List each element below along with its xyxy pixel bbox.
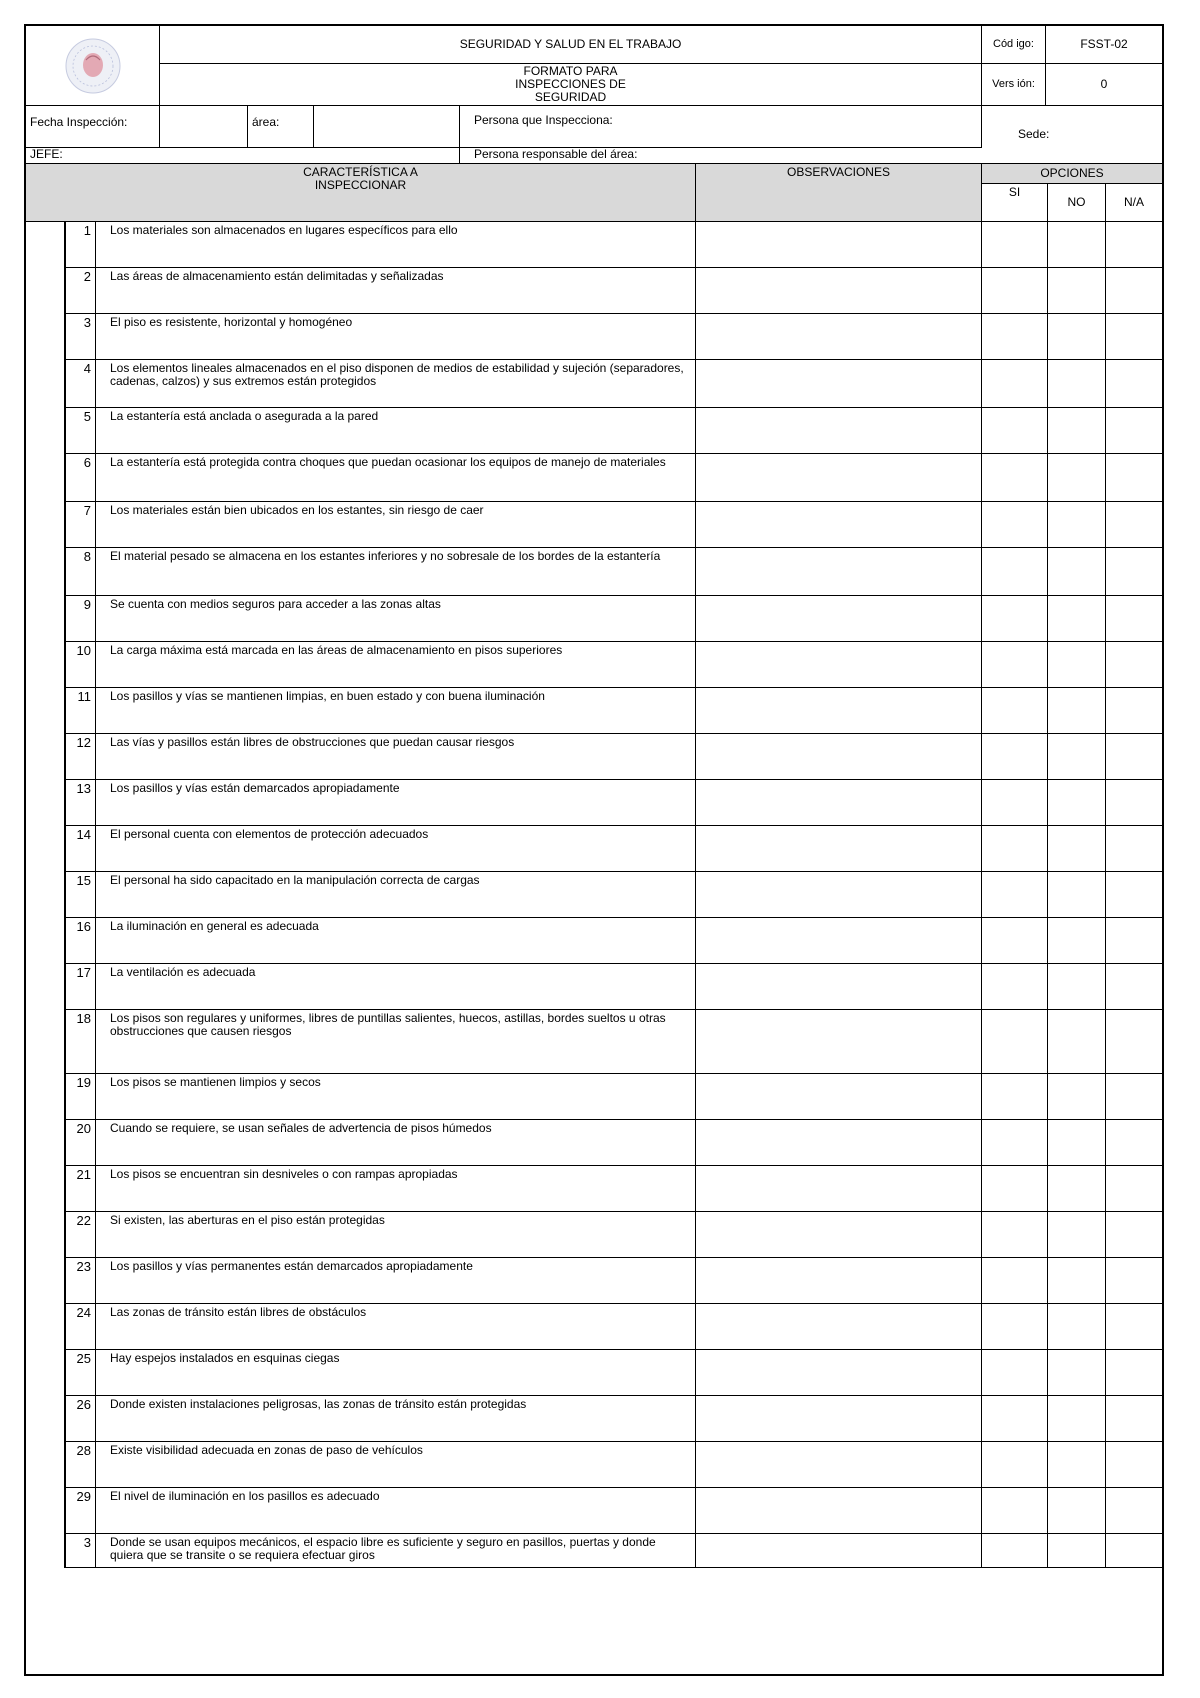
row-check-si[interactable]	[982, 314, 1048, 360]
row-check-no[interactable]	[1048, 642, 1106, 688]
row-observations[interactable]	[696, 1350, 982, 1396]
row-number: 17	[66, 964, 96, 1010]
row-number: 1	[66, 222, 96, 268]
area-label: área:	[248, 106, 314, 148]
table-row	[26, 1304, 1162, 1350]
row-observations[interactable]	[696, 314, 982, 360]
table-row	[26, 360, 1162, 408]
row-observations[interactable]	[696, 780, 982, 826]
row-number: 13	[66, 780, 96, 826]
info-row-2	[26, 148, 1162, 164]
row-characteristic: El piso es resistente, horizontal y homogéneo	[96, 314, 696, 360]
row-check-no[interactable]	[1048, 734, 1106, 780]
row-check-si[interactable]	[982, 1010, 1048, 1074]
row-observations[interactable]	[696, 642, 982, 688]
table-row	[26, 1074, 1162, 1120]
opt-si: SI	[982, 184, 1048, 222]
table-row	[26, 1010, 1162, 1074]
row-check-no[interactable]	[1048, 918, 1106, 964]
row-margin	[26, 964, 66, 1010]
row-characteristic: Los materiales están bien ubicados en los estantes, sin riesgo de caer	[96, 502, 696, 548]
row-characteristic: Cuando se requiere, se usan señales de advertencia de pisos húmedos	[96, 1120, 696, 1166]
row-characteristic: Los pasillos y vías permanentes están demarcados apropiadamente	[96, 1258, 696, 1304]
row-check-na[interactable]	[1106, 1396, 1162, 1442]
row-margin	[26, 688, 66, 734]
row-check-no[interactable]	[1048, 1304, 1106, 1350]
row-characteristic: Existe visibilidad adecuada en zonas de paso de vehículos	[96, 1442, 696, 1488]
row-check-si[interactable]	[982, 872, 1048, 918]
row-margin	[26, 1442, 66, 1488]
row-characteristic: El nivel de iluminación en los pasillos es adecuado	[96, 1488, 696, 1534]
row-margin	[26, 548, 66, 596]
row-check-si[interactable]	[982, 268, 1048, 314]
row-check-na[interactable]	[1106, 222, 1162, 268]
row-margin	[26, 1534, 66, 1568]
col-characteristic: CARACTERÍSTICA A INSPECCIONAR	[26, 164, 696, 222]
row-check-na[interactable]	[1106, 964, 1162, 1010]
row-check-no[interactable]	[1048, 1442, 1106, 1488]
boss-label: JEFE:	[26, 148, 460, 164]
row-check-no[interactable]	[1048, 454, 1106, 502]
row-check-si[interactable]	[982, 826, 1048, 872]
row-check-na[interactable]	[1106, 918, 1162, 964]
form-title: SEGURIDAD Y SALUD EN EL TRABAJO	[160, 26, 982, 64]
row-observations[interactable]	[696, 1488, 982, 1534]
row-observations[interactable]	[696, 1442, 982, 1488]
row-observations[interactable]	[696, 734, 982, 780]
row-observations[interactable]	[696, 548, 982, 596]
row-characteristic: Los pisos se mantienen limpios y secos	[96, 1074, 696, 1120]
row-check-si[interactable]	[982, 688, 1048, 734]
row-number: 26	[66, 1396, 96, 1442]
row-margin	[26, 918, 66, 964]
row-check-no[interactable]	[1048, 408, 1106, 454]
row-check-si[interactable]	[982, 734, 1048, 780]
row-check-si[interactable]	[982, 596, 1048, 642]
table-row	[26, 1488, 1162, 1534]
row-check-no[interactable]	[1048, 268, 1106, 314]
row-observations[interactable]	[696, 268, 982, 314]
row-number: 23	[66, 1258, 96, 1304]
table-row	[26, 408, 1162, 454]
row-number: 12	[66, 734, 96, 780]
row-check-no[interactable]	[1048, 222, 1106, 268]
table-row	[26, 1396, 1162, 1442]
site-label: Sede:	[982, 106, 1162, 164]
row-margin	[26, 1304, 66, 1350]
row-number: 6	[66, 454, 96, 502]
row-check-na[interactable]	[1106, 642, 1162, 688]
row-observations[interactable]	[696, 222, 982, 268]
table-row	[26, 642, 1162, 688]
row-check-na[interactable]	[1106, 1534, 1162, 1568]
row-check-si[interactable]	[982, 548, 1048, 596]
row-number: 5	[66, 408, 96, 454]
row-characteristic: La iluminación en general es adecuada	[96, 918, 696, 964]
row-margin	[26, 734, 66, 780]
row-check-na[interactable]	[1106, 1074, 1162, 1120]
row-characteristic: Se cuenta con medios seguros para acceder a las zonas altas	[96, 596, 696, 642]
row-check-si[interactable]	[982, 1442, 1048, 1488]
table-row	[26, 454, 1162, 502]
row-check-na[interactable]	[1106, 314, 1162, 360]
row-number: 10	[66, 642, 96, 688]
col-observations: OBSERVACIONES	[696, 164, 982, 222]
row-check-si[interactable]	[982, 222, 1048, 268]
table-row	[26, 734, 1162, 780]
row-check-no[interactable]	[1048, 1258, 1106, 1304]
row-check-si[interactable]	[982, 964, 1048, 1010]
version-value: 0	[1046, 64, 1162, 106]
row-margin	[26, 1212, 66, 1258]
row-observations[interactable]	[696, 1120, 982, 1166]
row-check-no[interactable]	[1048, 1488, 1106, 1534]
row-number: 29	[66, 1488, 96, 1534]
date-label: Fecha Inspección:	[26, 106, 160, 148]
table-row	[26, 1166, 1162, 1212]
row-characteristic: Las zonas de tránsito están libres de obstáculos	[96, 1304, 696, 1350]
table-row	[26, 502, 1162, 548]
info-row-1	[26, 106, 1162, 148]
row-number: 3	[66, 314, 96, 360]
inspection-form	[24, 24, 1164, 1676]
row-check-no[interactable]	[1048, 1120, 1106, 1166]
row-check-na[interactable]	[1106, 1304, 1162, 1350]
row-observations[interactable]	[696, 360, 982, 408]
row-characteristic: Los pasillos y vías están demarcados apropiadamente	[96, 780, 696, 826]
row-characteristic: Las vías y pasillos están libres de obstrucciones que puedan causar riesgos	[96, 734, 696, 780]
row-margin	[26, 642, 66, 688]
row-observations[interactable]	[696, 1258, 982, 1304]
row-number: 28	[66, 1442, 96, 1488]
row-check-no[interactable]	[1048, 1166, 1106, 1212]
row-characteristic: El personal ha sido capacitado en la manipulación correcta de cargas	[96, 872, 696, 918]
row-check-no[interactable]	[1048, 1350, 1106, 1396]
table-row	[26, 918, 1162, 964]
row-check-si[interactable]	[982, 642, 1048, 688]
table-row	[26, 1442, 1162, 1488]
row-observations[interactable]	[696, 1304, 982, 1350]
row-check-na[interactable]	[1106, 408, 1162, 454]
row-check-no[interactable]	[1048, 688, 1106, 734]
row-observations[interactable]	[696, 502, 982, 548]
row-check-na[interactable]	[1106, 360, 1162, 408]
row-check-na[interactable]	[1106, 502, 1162, 548]
row-margin	[26, 268, 66, 314]
row-characteristic: Donde existen instalaciones peligrosas, las zonas de tránsito están protegidas	[96, 1396, 696, 1442]
row-check-no[interactable]	[1048, 1396, 1106, 1442]
row-characteristic: La estantería está protegida contra choques que puedan ocasionar los equipos de manejo de materiales	[96, 454, 696, 502]
inspector-label: Persona que Inspecciona:	[460, 106, 982, 148]
row-check-no[interactable]	[1048, 314, 1106, 360]
row-check-no[interactable]	[1048, 1212, 1106, 1258]
row-observations[interactable]	[696, 918, 982, 964]
row-margin	[26, 1010, 66, 1074]
row-number: 8	[66, 548, 96, 596]
row-check-na[interactable]	[1106, 872, 1162, 918]
row-characteristic: Los materiales son almacenados en lugares específicos para ello	[96, 222, 696, 268]
row-margin	[26, 314, 66, 360]
code-label: Cód igo:	[982, 26, 1046, 64]
row-characteristic: Las áreas de almacenamiento están delimitadas y señalizadas	[96, 268, 696, 314]
row-check-na[interactable]	[1106, 1010, 1162, 1074]
row-margin	[26, 1258, 66, 1304]
table-row	[26, 964, 1162, 1010]
opt-na: N/A	[1106, 184, 1162, 222]
row-check-si[interactable]	[982, 1534, 1048, 1568]
row-observations[interactable]	[696, 1010, 982, 1074]
row-observations[interactable]	[696, 688, 982, 734]
row-observations[interactable]	[696, 826, 982, 872]
row-check-na[interactable]	[1106, 734, 1162, 780]
row-check-si[interactable]	[982, 1166, 1048, 1212]
row-check-no[interactable]	[1048, 1534, 1106, 1568]
row-margin	[26, 222, 66, 268]
row-check-no[interactable]	[1048, 826, 1106, 872]
table-row	[26, 596, 1162, 642]
row-number: 20	[66, 1120, 96, 1166]
table-row	[26, 872, 1162, 918]
row-characteristic: El material pesado se almacena en los estantes inferiores y no sobresale de los bordes de la estantería	[96, 548, 696, 596]
row-check-na[interactable]	[1106, 1488, 1162, 1534]
row-margin	[26, 502, 66, 548]
row-margin	[26, 1074, 66, 1120]
opt-no: NO	[1048, 184, 1106, 222]
row-margin	[26, 1350, 66, 1396]
row-check-si[interactable]	[982, 780, 1048, 826]
row-observations[interactable]	[696, 596, 982, 642]
row-check-na[interactable]	[1106, 826, 1162, 872]
row-check-si[interactable]	[982, 408, 1048, 454]
row-check-si[interactable]	[982, 1350, 1048, 1396]
table-header	[26, 164, 1162, 222]
row-check-si[interactable]	[982, 1212, 1048, 1258]
row-check-no[interactable]	[1048, 1074, 1106, 1120]
table-row	[26, 688, 1162, 734]
row-margin	[26, 408, 66, 454]
options-title: OPCIONES	[982, 164, 1162, 184]
row-number: 22	[66, 1212, 96, 1258]
table-row	[26, 548, 1162, 596]
row-characteristic: La ventilación es adecuada	[96, 964, 696, 1010]
row-characteristic: La estantería está anclada o asegurada a la pared	[96, 408, 696, 454]
row-number: 7	[66, 502, 96, 548]
row-number: 19	[66, 1074, 96, 1120]
row-characteristic: Los pisos se encuentran sin desniveles o con rampas apropiadas	[96, 1166, 696, 1212]
row-check-si[interactable]	[982, 1074, 1048, 1120]
row-observations[interactable]	[696, 964, 982, 1010]
col-options	[982, 164, 1162, 222]
row-margin	[26, 872, 66, 918]
row-observations[interactable]	[696, 1534, 982, 1568]
table-row	[26, 268, 1162, 314]
row-check-si[interactable]	[982, 454, 1048, 502]
row-margin	[26, 1120, 66, 1166]
row-characteristic: Los elementos lineales almacenados en el piso disponen de medios de estabilidad y sujeción (separadores, cadenas, calzos) y sus extremos están protegidos	[96, 360, 696, 408]
row-margin	[26, 826, 66, 872]
row-check-no[interactable]	[1048, 360, 1106, 408]
row-margin	[26, 454, 66, 502]
row-check-si[interactable]	[982, 1258, 1048, 1304]
table-row	[26, 1120, 1162, 1166]
row-number: 14	[66, 826, 96, 872]
header-row-2	[26, 64, 1162, 106]
row-check-na[interactable]	[1106, 1258, 1162, 1304]
row-check-si[interactable]	[982, 360, 1048, 408]
form-subtitle: FORMATO PARA INSPECCIONES DE SEGURIDAD	[160, 64, 982, 106]
row-characteristic: Donde se usan equipos mecánicos, el espacio libre es suficiente y seguro en pasillos, puertas y donde quiera que se transite o se requiera efectuar giros	[96, 1534, 696, 1568]
row-check-no[interactable]	[1048, 1010, 1106, 1074]
row-number: 3	[66, 1534, 96, 1568]
row-check-no[interactable]	[1048, 596, 1106, 642]
table-row	[26, 826, 1162, 872]
row-number: 4	[66, 360, 96, 408]
row-observations[interactable]	[696, 1396, 982, 1442]
row-observations[interactable]	[696, 1166, 982, 1212]
row-number: 11	[66, 688, 96, 734]
table-row	[26, 780, 1162, 826]
row-observations[interactable]	[696, 1212, 982, 1258]
row-number: 24	[66, 1304, 96, 1350]
row-margin	[26, 360, 66, 408]
row-number: 15	[66, 872, 96, 918]
row-check-no[interactable]	[1048, 964, 1106, 1010]
row-number: 9	[66, 596, 96, 642]
row-observations[interactable]	[696, 454, 982, 502]
row-check-si[interactable]	[982, 1120, 1048, 1166]
row-number: 21	[66, 1166, 96, 1212]
row-check-na[interactable]	[1106, 454, 1162, 502]
row-characteristic: La carga máxima está marcada en las áreas de almacenamiento en pisos superiores	[96, 642, 696, 688]
row-check-no[interactable]	[1048, 548, 1106, 596]
row-check-na[interactable]	[1106, 596, 1162, 642]
row-check-si[interactable]	[982, 502, 1048, 548]
row-check-na[interactable]	[1106, 1442, 1162, 1488]
table-row	[26, 1212, 1162, 1258]
row-characteristic: El personal cuenta con elementos de protección adecuados	[96, 826, 696, 872]
row-number: 25	[66, 1350, 96, 1396]
row-observations[interactable]	[696, 408, 982, 454]
row-check-no[interactable]	[1048, 502, 1106, 548]
row-number: 18	[66, 1010, 96, 1074]
responsible-label: Persona responsable del área:	[460, 148, 982, 164]
row-observations[interactable]	[696, 1074, 982, 1120]
row-check-si[interactable]	[982, 1488, 1048, 1534]
area-field[interactable]	[314, 106, 460, 148]
row-characteristic: Hay espejos instalados en esquinas ciegas	[96, 1350, 696, 1396]
row-number: 2	[66, 268, 96, 314]
row-check-si[interactable]	[982, 1304, 1048, 1350]
row-check-na[interactable]	[1106, 1212, 1162, 1258]
row-check-na[interactable]	[1106, 780, 1162, 826]
table-row	[26, 1534, 1162, 1568]
date-field[interactable]	[160, 106, 248, 148]
header-row-1	[26, 26, 1162, 64]
row-check-no[interactable]	[1048, 872, 1106, 918]
row-check-na[interactable]	[1106, 1350, 1162, 1396]
row-number: 16	[66, 918, 96, 964]
table-row	[26, 1350, 1162, 1396]
table-row	[26, 314, 1162, 360]
version-label: Vers ión:	[982, 64, 1046, 106]
table-row	[26, 1258, 1162, 1304]
row-check-si[interactable]	[982, 918, 1048, 964]
row-margin	[26, 596, 66, 642]
row-check-na[interactable]	[1106, 1166, 1162, 1212]
row-margin	[26, 1166, 66, 1212]
row-check-na[interactable]	[1106, 548, 1162, 596]
row-check-na[interactable]	[1106, 688, 1162, 734]
table-row	[26, 222, 1162, 268]
row-check-no[interactable]	[1048, 780, 1106, 826]
row-margin	[26, 1488, 66, 1534]
row-margin	[26, 780, 66, 826]
row-characteristic: Los pasillos y vías se mantienen limpias, en buen estado y con buena iluminación	[96, 688, 696, 734]
row-observations[interactable]	[696, 872, 982, 918]
row-check-si[interactable]	[982, 1396, 1048, 1442]
row-characteristic: Los pisos son regulares y uniformes, libres de puntillas salientes, huecos, astillas, bordes sueltos u otras obstrucciones que causen riesgos	[96, 1010, 696, 1074]
row-characteristic: Si existen, las aberturas en el piso están protegidas	[96, 1212, 696, 1258]
row-margin	[26, 1396, 66, 1442]
row-check-na[interactable]	[1106, 1120, 1162, 1166]
code-value: FSST-02	[1046, 26, 1162, 64]
row-check-na[interactable]	[1106, 268, 1162, 314]
